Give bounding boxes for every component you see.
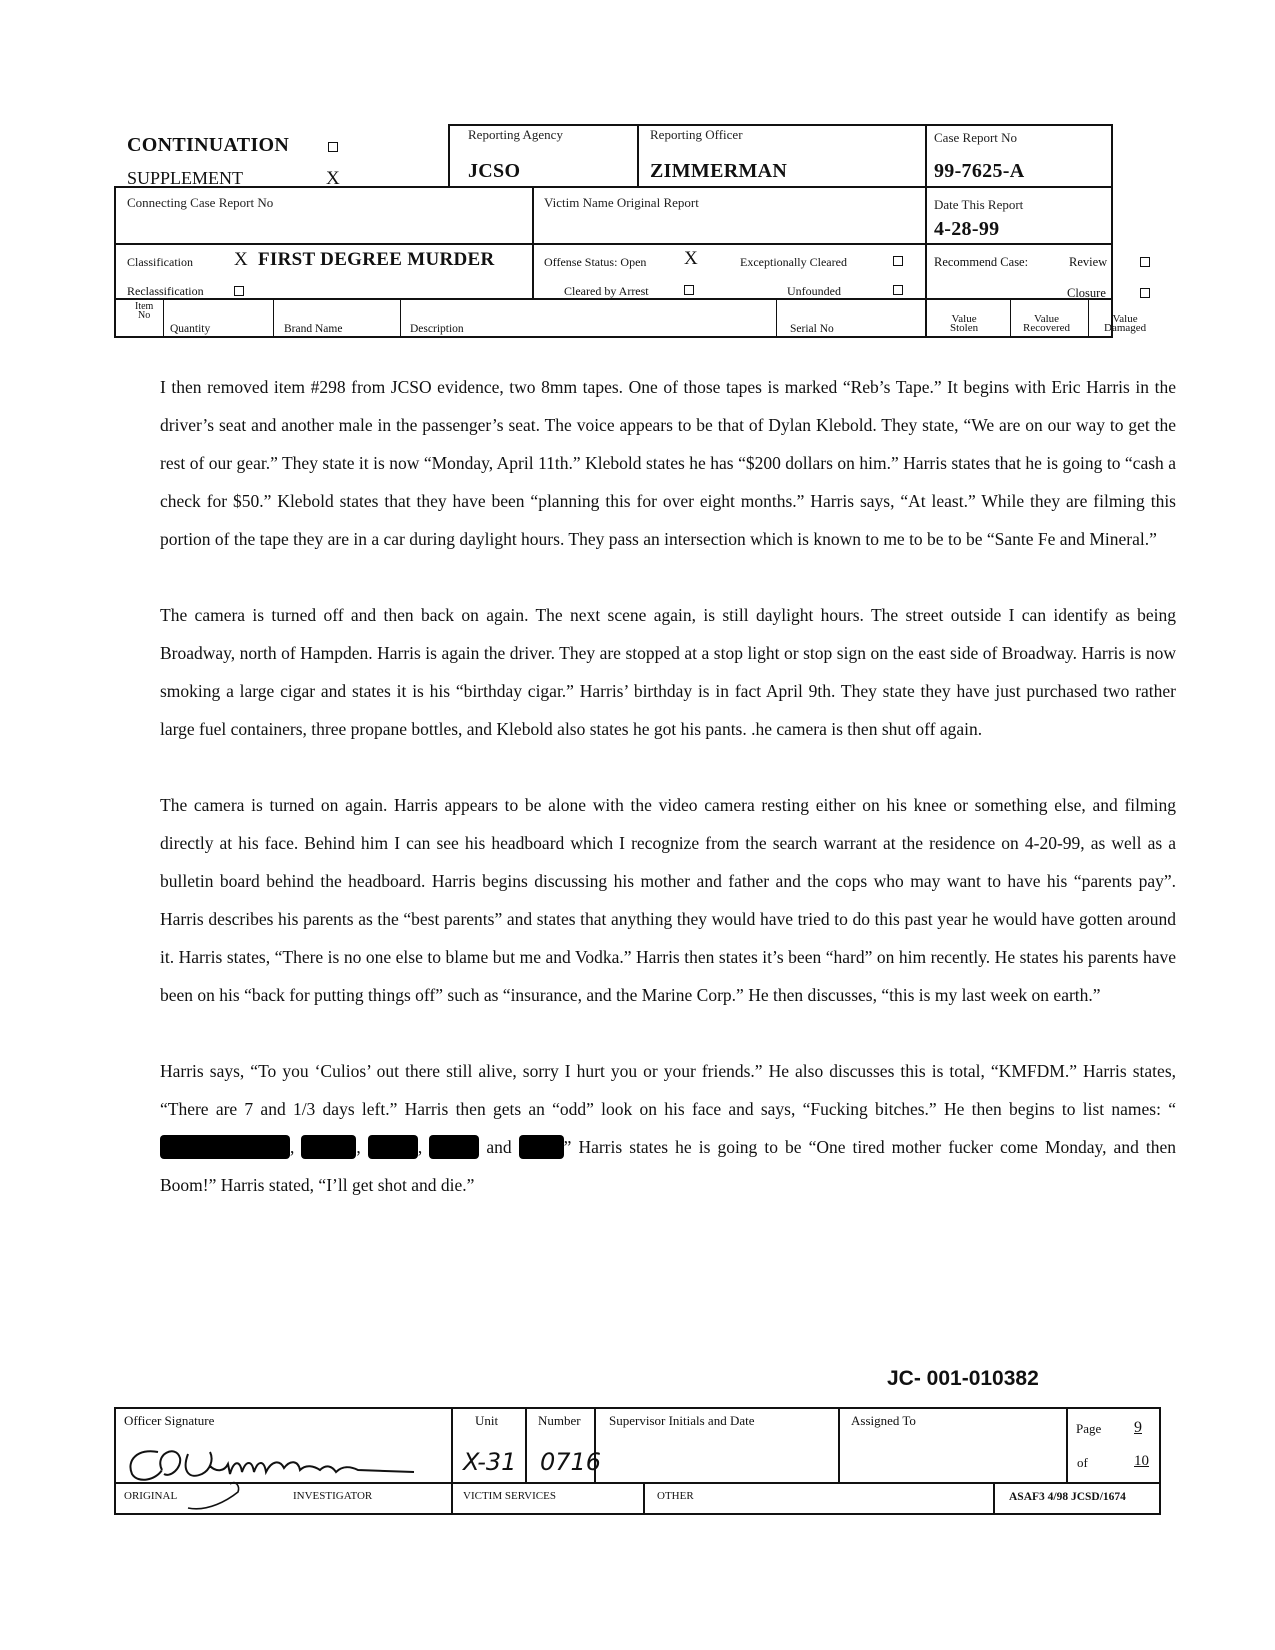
redaction-block xyxy=(160,1135,290,1159)
item-no-label xyxy=(135,302,153,320)
officer-signature-label: Officer Signature xyxy=(124,1413,215,1428)
supplement-checkbox-mark[interactable]: X xyxy=(326,168,340,189)
offense-status-label: Offense Status: Open xyxy=(544,255,647,269)
unit-label: Unit xyxy=(475,1413,499,1428)
form-id: ASAF3 4/98 JCSD/1674 xyxy=(1009,1491,1126,1503)
review-label: Review xyxy=(1069,255,1108,269)
investigator-label: INVESTIGATOR xyxy=(293,1490,373,1502)
value-stolen-label-line2: Stolen xyxy=(950,322,979,334)
reporting-officer-value: ZIMMERMAN xyxy=(650,160,788,182)
exceptionally-cleared-label: Exceptionally Cleared xyxy=(740,255,847,269)
assigned-to-label: Assigned To xyxy=(851,1413,916,1428)
narrative xyxy=(160,368,1176,1242)
exceptionally-cleared-checkbox[interactable] xyxy=(893,256,903,266)
closure-label: Closure xyxy=(1067,286,1106,300)
other-label: OTHER xyxy=(657,1490,694,1502)
reporting-officer-label: Reporting Officer xyxy=(650,127,743,142)
classification-label: Classification xyxy=(127,255,193,269)
page-value: 9 xyxy=(1134,1419,1142,1436)
narrative-paragraph-1: I then removed item #298 from JCSO evidence, two 8mm tapes. One of those tapes is marked “Reb’s Tape.” It begins with Eric Harris in the driver’s seat and another male in the passenger’s seat. The voice appears to be that of Dylan Klebold. They state, “We are on our way to get the rest of our gear.” They state it is now “Monday, April 11th.” Klebold states he has “$200 dollars on him.” Harris states that he is going to “cash a check for $50.” Klebold states that they have been “planning this for over eight months.” Harris says, “At least.” While they are filming this portion of the tape they are in a car during daylight hours. They pass an intersection which is known to me to be to be “Sante Fe and Mineral.” xyxy=(160,377,1176,549)
value-damaged-label-line2: Damaged xyxy=(1104,322,1147,334)
reporting-agency-label: Reporting Agency xyxy=(468,127,563,142)
value-recovered-label-line1: Value xyxy=(1033,313,1060,325)
quantity-label: Quantity xyxy=(170,323,211,335)
original-label: ORIGINAL xyxy=(124,1490,178,1502)
redaction-block xyxy=(519,1135,564,1159)
value-damaged-label-line1: Value xyxy=(1112,313,1138,325)
redaction-block xyxy=(301,1135,356,1159)
officer-signature-image xyxy=(118,1430,438,1520)
narrative-paragraph-4-part-a: Harris says, “To you ‘Culios’ out there still alive, sorry I hurt you or your friends.” He also discusses this is total, “KMFDM.” Harris states, “There are 7 and 1/3 days left.” Harris then gets an “odd” look on his face and says, “Fucking bitches.” He then begins to list names: “ xyxy=(160,1061,1176,1119)
reclassification-checkbox[interactable] xyxy=(234,286,244,296)
date-this-report-label: Date This Report xyxy=(934,197,1024,212)
reclassification-label: Reclassification xyxy=(127,284,204,298)
victim-services-label: VICTIM SERVICES xyxy=(463,1490,556,1502)
supervisor-initials-label: Supervisor Initials and Date xyxy=(609,1413,755,1428)
date-this-report-value: 4-28-99 xyxy=(934,218,1000,240)
number-value: 0716 xyxy=(540,1448,602,1476)
continuation-checkbox[interactable] xyxy=(328,142,338,152)
unfounded-checkbox[interactable] xyxy=(893,285,903,295)
connecting-case-label: Connecting Case Report No xyxy=(127,195,274,210)
review-checkbox[interactable] xyxy=(1140,257,1150,267)
narrative-paragraph-4-part-b: ” Harris states he is going to be “One tired mother fucker come Monday, and then Boom!” Harris stated, “I’ll get shot and die.” xyxy=(160,1137,1177,1195)
bates-number: JC- 001-010382 xyxy=(887,1367,1039,1390)
of-label: of xyxy=(1077,1455,1088,1470)
classification-mark: X xyxy=(234,249,248,270)
number-label: Number xyxy=(538,1413,581,1428)
of-value: 10 xyxy=(1134,1453,1149,1469)
value-recovered-label-line2: Recovered xyxy=(1023,322,1071,334)
case-report-no-value: 99-7625-A xyxy=(934,160,1025,182)
page-label: Page xyxy=(1076,1421,1102,1436)
value-stolen-label xyxy=(950,315,978,333)
brand-name-label: Brand Name xyxy=(284,323,343,335)
classification-value: FIRST DEGREE MURDER xyxy=(258,249,495,270)
continuation-label: CONTINUATION xyxy=(127,134,290,156)
narrative-and: and xyxy=(486,1137,512,1157)
redaction-block xyxy=(429,1135,479,1159)
narrative-paragraph-4: Harris says, “To you ‘Culios’ out there still alive, sorry I hurt you or your friends.” He also discusses this is total, “KMFDM.” Harris states, “There are 7 and 1/3 days left.” Harris then gets an “odd” look on his face and says, “Fucking bitches.” He then begins to list names: “, , , and ” Harris states he is going to be “One tired mother fucker come Monday, and then Boom!” Harris stated, “I’ll get shot and die.” xyxy=(160,1061,1177,1195)
victim-name-label: Victim Name Original Report xyxy=(544,195,699,210)
value-damaged-label xyxy=(1104,315,1146,333)
narrative-paragraph-3: The camera is turned on again. Harris appears to be alone with the video camera resting either on his knee or something else, and filming directly at his face. Behind him I can see his headboard which I recognize from the search warrant at the residence on 4-20-99, as well as a bulletin board behind the headboard. Harris begins discussing his mother and father and the cops who may want to have his “parents pay”. Harris describes his parents as the “best parents” and states that anything they would have tried to do this past year he would have gotten around it. Harris states, “There is no one else to blame but me and Vodka.” Harris then states it’s been “hard” on him recently. He states his parents have been on his “back for putting things off” such as “insurance, and the Marine Corp.” He then discusses, “this is my last week on earth.” xyxy=(160,795,1176,1005)
item-no-label-line1: Item xyxy=(135,301,154,312)
unfounded-label: Unfounded xyxy=(787,284,841,298)
offense-status-open-mark[interactable]: X xyxy=(684,248,698,269)
recommend-case-label: Recommend Case: xyxy=(934,255,1029,269)
reporting-agency-value: JCSO xyxy=(468,160,521,182)
value-stolen-label-line1: Value xyxy=(951,313,977,325)
item-no-label-line2: No xyxy=(138,310,151,321)
redaction-block xyxy=(368,1135,418,1159)
supplement-label: SUPPLEMENT xyxy=(127,168,244,188)
value-recovered-label xyxy=(1023,315,1070,333)
case-report-no-label: Case Report No xyxy=(934,130,1018,145)
closure-checkbox[interactable] xyxy=(1140,288,1150,298)
cleared-by-arrest-label: Cleared by Arrest xyxy=(564,284,649,298)
description-label: Description xyxy=(410,323,464,335)
narrative-paragraph-2: The camera is turned off and then back on again. The next scene again, is still daylight hours. The street outside I can identify as being Broadway, north of Hampden. Harris is again the driver. They are stopped at a stop light or stop sign on the east side of Broadway. Harris is now smoking a large cigar and states it is his “birthday cigar.” Harris’ birthday is in fact April 9th. They state they have just purchased two rather large fuel containers, three propane bottles, and Klebold also states he got his pants. .he camera is then shut off again. xyxy=(160,605,1176,739)
serial-no-label: Serial No xyxy=(790,323,834,335)
unit-value: X-31 xyxy=(463,1448,517,1476)
cleared-by-arrest-checkbox[interactable] xyxy=(684,285,694,295)
